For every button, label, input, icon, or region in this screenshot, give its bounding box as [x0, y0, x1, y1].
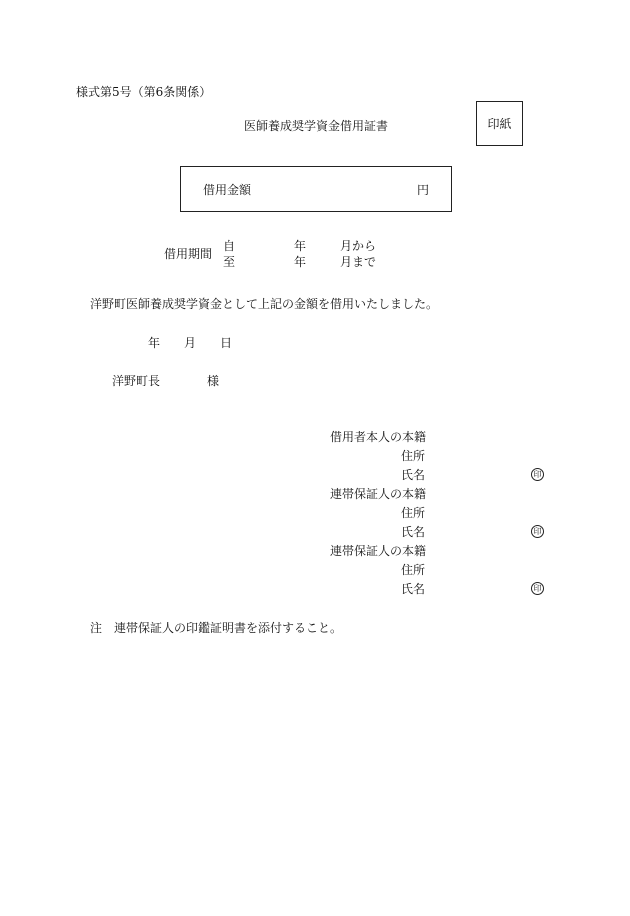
period-from-year: 年 [294, 239, 307, 253]
signer-name-label: 氏名 [401, 525, 426, 539]
period-from-suffix: 月から [340, 239, 377, 253]
statement-text: 洋野町医師養成奨学資金として上記の金額を借用いたしました。 [90, 297, 439, 311]
signer-name-label: 氏名 [401, 582, 426, 596]
period-to-year: 年 [294, 255, 307, 269]
note-label: 注 [90, 621, 103, 635]
addressee-name: 洋野町長 [112, 374, 161, 388]
form-number: 様式第5号（第6条関係） [76, 85, 212, 99]
period-to-prefix: 至 [223, 255, 236, 269]
note-text: 連帯保証人の印鑑証明書を添付すること。 [114, 621, 343, 635]
revenue-stamp-label: 印紙 [487, 117, 512, 131]
addressee-honorific: 様 [207, 374, 220, 388]
date-year: 年 [148, 336, 161, 350]
signer-name-label: 氏名 [401, 468, 426, 482]
document-title: 医師養成奨学資金借用証書 [244, 119, 389, 133]
period-from-prefix: 自 [223, 239, 236, 253]
signer-address-label: 住所 [401, 506, 426, 520]
amount-box [180, 166, 452, 212]
signer-heading: 連帯保証人の本籍 [330, 487, 427, 501]
seal-mark-icon: 印 [531, 582, 544, 595]
date-month: 月 [184, 336, 197, 350]
signer-address-label: 住所 [401, 449, 426, 463]
date-day: 日 [220, 336, 233, 350]
signer-heading: 借用者本人の本籍 [330, 430, 427, 444]
seal-mark-icon: 印 [531, 468, 544, 481]
signer-heading: 連帯保証人の本籍 [330, 544, 427, 558]
period-label: 借用期間 [164, 247, 213, 261]
amount-label: 借用金額 [203, 183, 252, 197]
seal-mark-icon: 印 [531, 525, 544, 538]
period-to-suffix: 月まで [340, 255, 377, 269]
revenue-stamp-box [476, 101, 523, 146]
amount-unit: 円 [417, 183, 430, 197]
signer-address-label: 住所 [401, 563, 426, 577]
